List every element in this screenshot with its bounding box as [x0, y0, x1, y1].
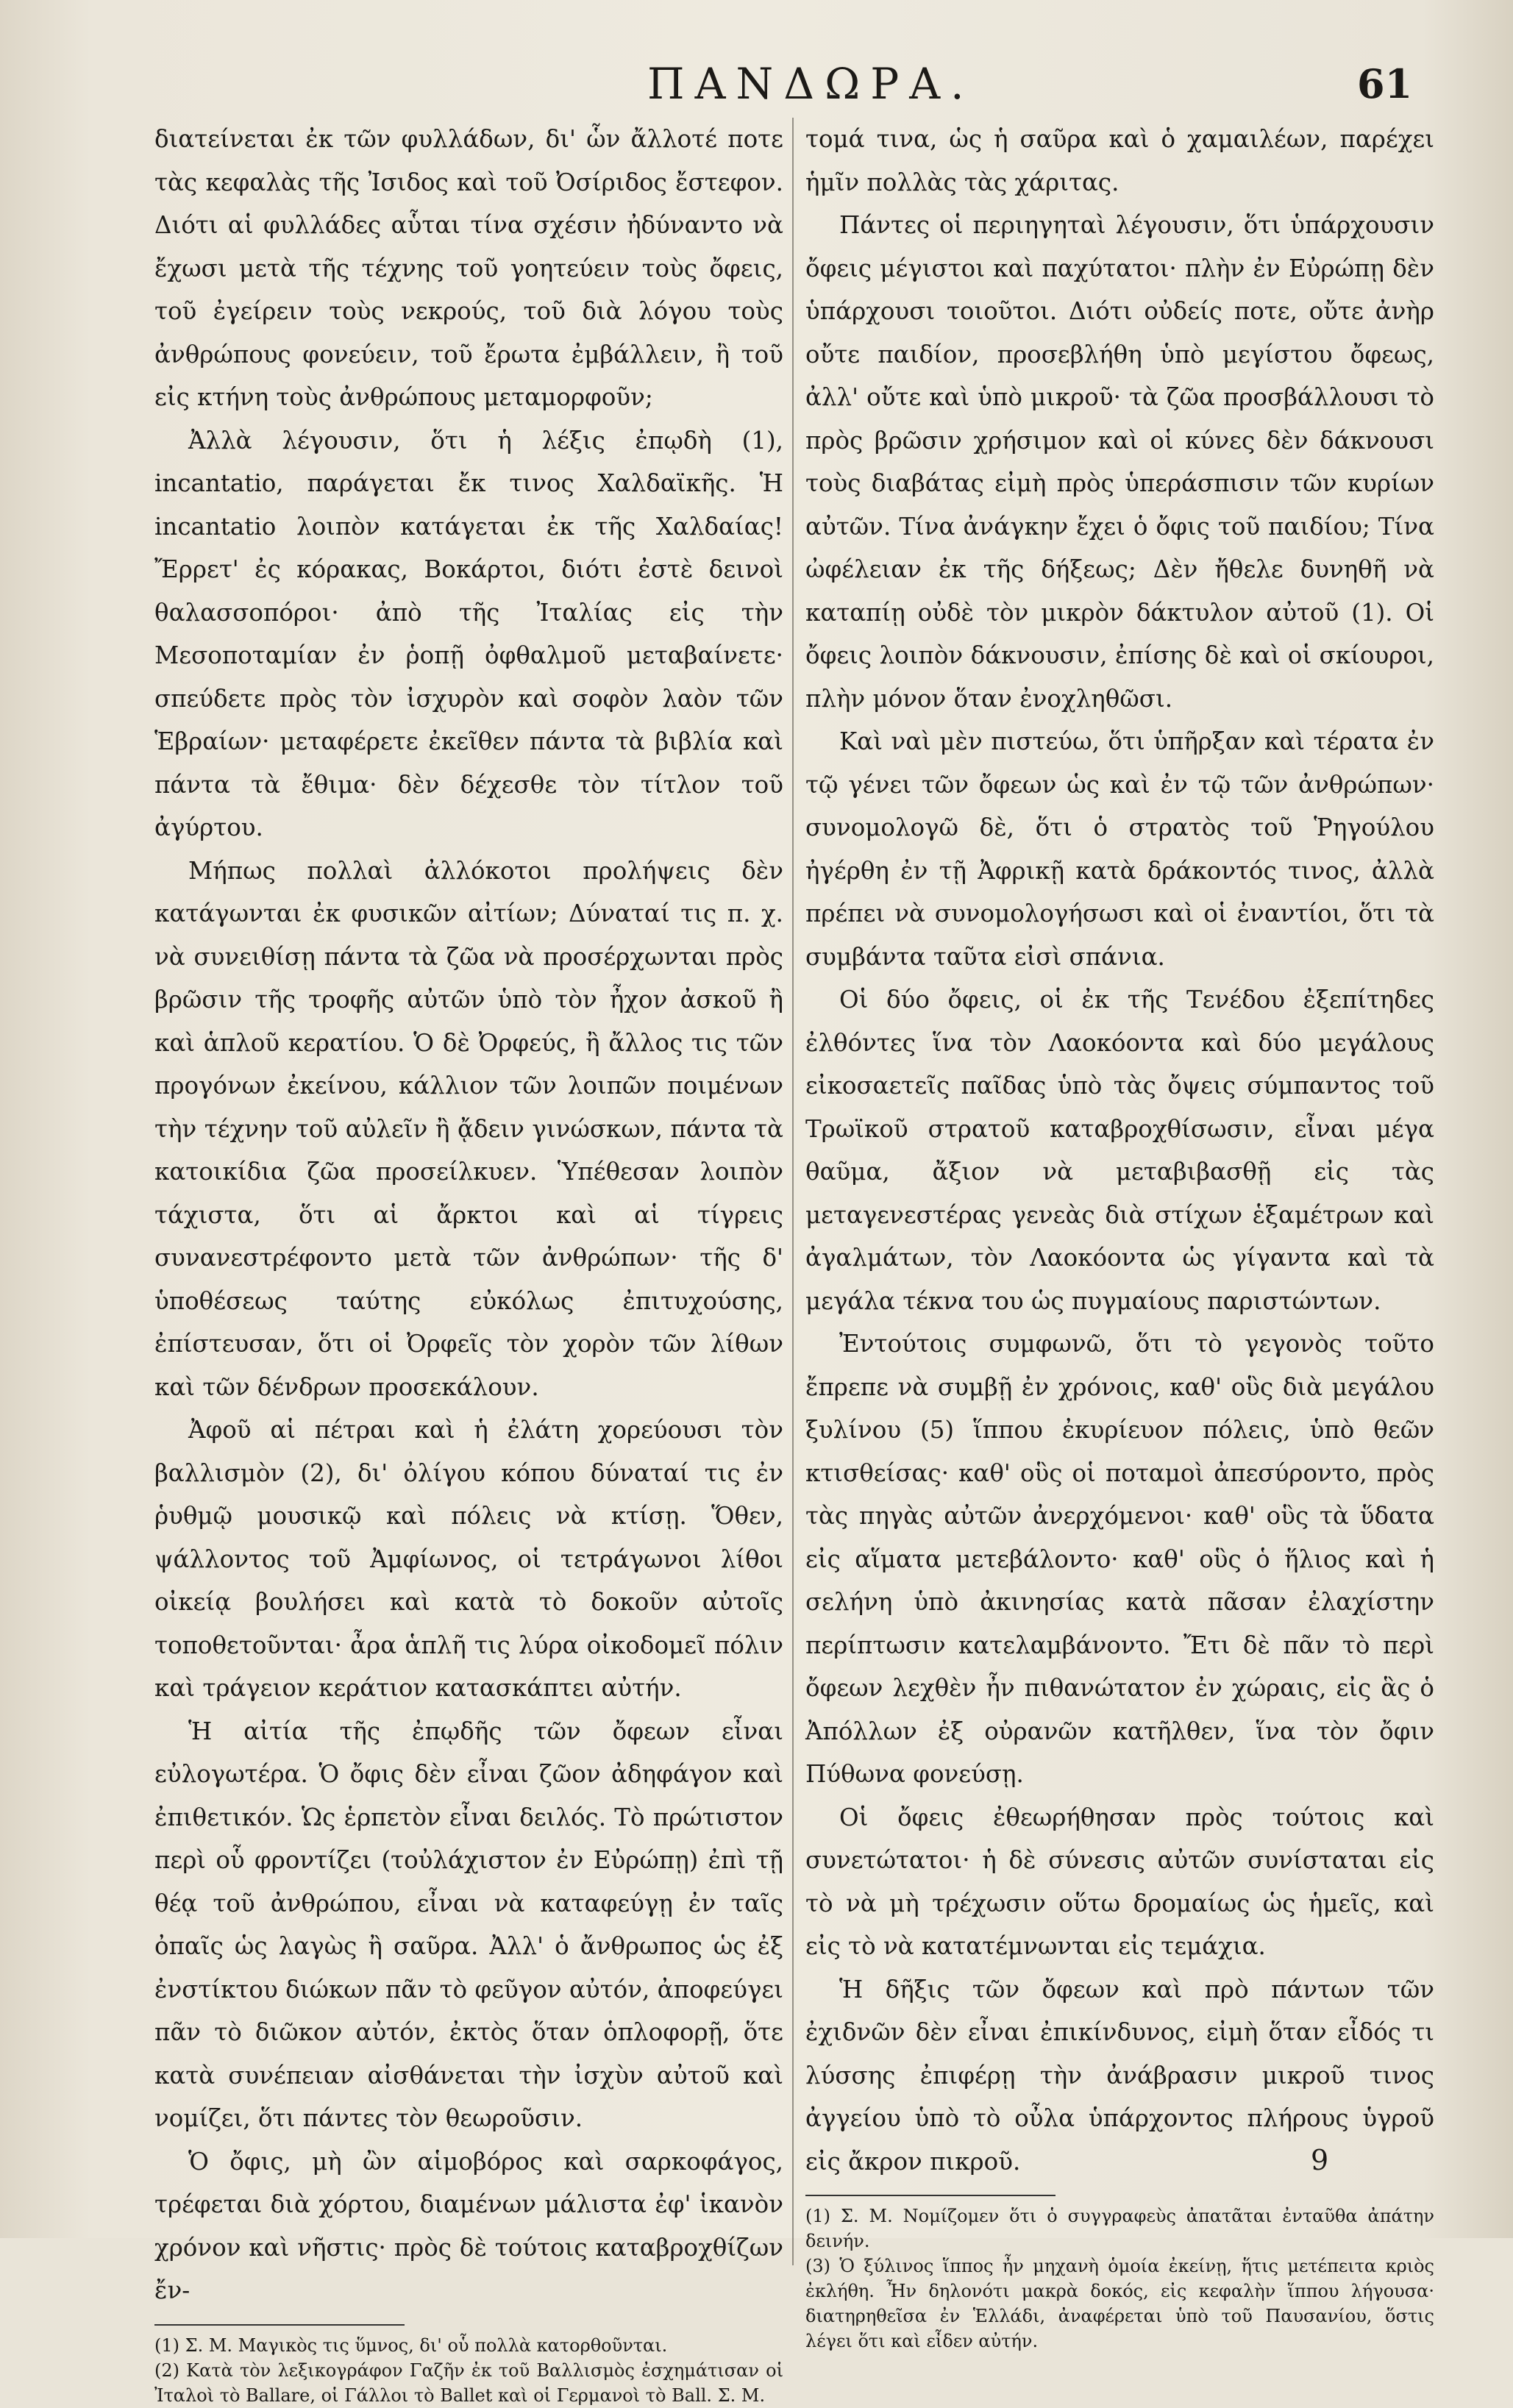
running-header: [0, 51, 1513, 110]
signature-mark: 9: [1311, 2144, 1329, 2176]
paragraph: Πάντες οἱ περιηγηταὶ λέγουσιν, ὅτι ὑπάρχουσιν ὄφεις μέγιστοι καὶ παχύτατοι· πλὴν ἐν Εὐρώπῃ δὲν ὑπάρχουσι τοιοῦτοι. Διότι οὐδείς ποτε, οὔτε ἀνὴρ οὔτε παιδίον, προσεβλήθη ὑπὸ μεγίστου ὄφεως, ἀλλ' οὔτε καὶ ὑπὸ μικροῦ· τὰ ζῶα προσβάλλουσι τὸ πρὸς βρῶσιν χρήσιμον καὶ οἱ κύνες δὲν δάκνουσι τοὺς διαβάτας εἰμὴ πρὸς ὑπεράσπισιν τῶν κυρίων αὐτῶν. Τίνα ἀνάγκην ἔχει ὁ ὄφις τοῦ παιδίου; Τίνα ὠφέλειαν ἐκ τῆς δήξεως; Δὲν ἤθελε δυνηθῆ νὰ καταπίῃ οὐδὲ τὸν μικρὸν δάκτυλον αὐτοῦ (1). Οἱ ὄφεις λοιπὸν δάκνουσιν, ἐπίσης δὲ καὶ οἱ σκίουροι, πλὴν μόνον ὅταν ἐνοχληθῶσι.: [805, 211, 1434, 713]
footnote: (2) Κατὰ τὸν λεξικογράφον Γαζῆν ἐκ τοῦ Βαλλισμὸς ἐσχημάτισαν οἱ Ἰταλοὶ τὸ Ballare, οἱ Γάλλοι τὸ Ballet καὶ οἱ Γερμανοὶ τὸ Ball. Σ. Μ.: [154, 2359, 783, 2406]
paragraph: Καὶ ναὶ μὲν πιστεύω, ὅτι ὑπῆρξαν καὶ τέρατα ἐν τῷ γένει τῶν ὄφεων ὡς καὶ ἐν τῷ τῶν ἀνθρώπων· συνομολογῶ δὲ, ὅτι ὁ στρατὸς τοῦ Ῥηγούλου ἠγέρθη ἐν τῇ Ἀφρικῇ κατὰ δράκοντός τινος, ἀλλὰ πρέπει νὰ συνομολογήσωσι καὶ οἱ ἐναντίοι, ὅτι τὰ συμβάντα ταῦτα εἰσὶ σπάνια.: [805, 727, 1434, 971]
footnote-rule: [805, 2195, 1055, 2196]
footnote: (1) Σ. Μ. Μαγικὸς τις ὕμνος, δι' οὗ πολλὰ κατορθοῦνται.: [154, 2334, 668, 2356]
paragraph: Ἀλλὰ λέγουσιν, ὅτι ἡ λέξις ἐπῳδὴ (1), incantatio, παράγεται ἔκ τινος Χαλδαϊκῆς. Ἡ incantatio λοιπὸν κατάγεται ἐκ τῆς Χαλδαίας! Ἔρρετ' ἐς κόρακας, Βοκάρτοι, διότι ἐστὲ δεινοὶ θαλασσοπόροι· ἀπὸ τῆς Ἰταλίας εἰς τὴν Μεσοποταμίαν ἐν ῥοπῇ ὀφθαλμοῦ μεταβαίνετε· σπεύδετε πρὸς τὸν ἰσχυρὸν καὶ σοφὸν λαὸν τῶν Ἑβραίων· μεταφέρετε ἐκεῖθεν πάντα τὰ βιβλία καὶ πάντα τὰ ἔθιμα· δὲν δέχεσθε τὸν τίτλον τοῦ ἀγύρτου.: [154, 426, 783, 841]
paragraph: Ἐντούτοις συμφωνῶ, ὅτι τὸ γεγονὸς τοῦτο ἔπρεπε νὰ συμβῇ ἐν χρόνοις, καθ' οὓς διὰ μεγάλου ξυλίνου (5) ἵππου ἐκυρίευον πόλεις, ὑπὸ θεῶν κτισθείσας· καθ' οὓς οἱ ποταμοὶ ἀπεσύροντο, πρὸς τὰς πηγὰς αὐτῶν ἀνερχόμενοι· καθ' οὓς τὰ ὕδατα εἰς αἵματα μετεβάλοντο· καθ' οὓς ὁ ἥλιος καὶ ἡ σελήνη ὑπὸ ἀκινησίας κατὰ πᾶσαν ἐλαχίστην περίπτωσιν κατελαμβάνοντο. Ἔτι δὲ πᾶν τὸ περὶ ὄφεων λεχθὲν ἦν πιθανώτατον ἐν χώραις, εἰς ἃς ὁ Ἀπόλλων ἐξ οὐρανῶν κατῆλθεν, ἵνα τὸν ὄφιν Πύθωνα φονεύσῃ.: [805, 1330, 1434, 1788]
paragraph: Οἱ ὄφεις ἐθεωρήθησαν πρὸς τούτοις καὶ συνετώτατοι· ἡ δὲ σύνεσις αὐτῶν συνίσταται εἰς τὸ νὰ μὴ τρέχωσιν οὕτω δρομαίως ὡς ἡμεῖς, καὶ εἰς τὸ νὰ κατατέμνωνται εἰς τεμάχια.: [805, 1803, 1434, 1960]
column-divider: [792, 118, 794, 2265]
paragraph: Ἡ δῆξις τῶν ὄφεων καὶ πρὸ πάντων τῶν ἐχιδνῶν δὲν εἶναι ἐπικίνδυνος, εἰμὴ ὅταν εἶδός τι λύσσης ἐπιφέρῃ τὴν ἀνάβρασιν μικροῦ τινος ἀγγείου ὑπὸ τὸ οὖλα ὑπάρχοντος πλήρους ὑγροῦ εἰς ἄκρον πικροῦ.: [805, 1975, 1434, 2176]
paragraph: διατείνεται ἐκ τῶν φυλλάδων, δι' ὧν ἄλλοτέ ποτε τὰς κεφαλὰς τῆς Ἰσιδος καὶ τοῦ Ὀσίριδος ἔστεφον. Διότι αἱ φυλλάδες αὗται τίνα σχέσιν ἠδύναντο νὰ ἔχωσι μετὰ τῆς τέχνης τοῦ γοητεύειν τοὺς ὄφεις, τοῦ ἐγείρειν τοὺς νεκρούς, τοῦ διὰ λόγου τοὺς ἀνθρώπους φονεύειν, τοῦ ἔρωτα ἐμβάλλειν, ἢ τοῦ εἰς κτήνη τοὺς ἀνθρώπους μεταμορφοῦν;: [154, 125, 783, 411]
journal-title: ΠΑΝΔΩΡΑ.: [647, 59, 975, 109]
paragraph: Μήπως πολλαὶ ἀλλόκοτοι προλήψεις δὲν κατάγωνται ἐκ φυσικῶν αἰτίων; Δύναταί τις π. χ. νὰ συνειθίσῃ πάντα τὰ ζῶα νὰ προσέρχωνται πρὸς βρῶσιν τῆς τροφῆς αὐτῶν ὑπὸ τὸν ἦχον ἀσκοῦ ἢ καὶ ἁπλοῦ κερατίου. Ὁ δὲ Ὀρφεύς, ἢ ἄλλος τις τῶν προγόνων ἐκείνου, κάλλιον τῶν λοιπῶν ποιμένων τὴν τέχνην τοῦ αὐλεῖν ἢ ᾄδειν γινώσκων, πάντα τὰ κατοικίδια ζῶα προσείλκυεν. Ὑπέθεσαν λοιπὸν τάχιστα, ὅτι αἱ ἄρκτοι καὶ αἱ τίγρεις συνανεστρέφοντο μετὰ τῶν ἀνθρώπων· τῆς δ' ὑποθέσεως ταύτης εὐκόλως ἐπιτυχούσης, ἐπίστευσαν, ὅτι οἱ Ὀρφεῖς τὸν χορὸν τῶν λίθων καὶ τῶν δένδρων προσεκάλουν.: [154, 856, 783, 1401]
page-number: 61: [1357, 60, 1413, 107]
paragraph: Ὁ ὄφις, μὴ ὢν αἱμοβόρος καὶ σαρκοφάγος, τρέφεται διὰ χόρτου, διαμένων μάλιστα ἐφ' ἱκανὸν χρόνον καὶ νῆστις· πρὸς δὲ τούτοις καταβροχθίζων ἔν-: [154, 2147, 783, 2304]
paragraph: τομά τινα, ὡς ἡ σαῦρα καὶ ὁ χαμαιλέων, παρέχει ἡμῖν πολλὰς τὰς χάριτας.: [805, 125, 1434, 196]
right-column: [805, 118, 1434, 2354]
footnote-rule: [154, 2324, 405, 2326]
footnote: (3) Ὁ ξύλινος ἵππος ἦν μηχανὴ ὁμοία ἐκείνῃ, ἥτις μετέπειτα κριὸς ἐκλήθη. Ἦν δηλονότι μακρὰ δοκός, εἰς κεφαλὴν ἵππου λήγουσα· διατηρηθεῖσα ἐν Ἑλλάδι, ἀναφέρεται ὑπὸ τοῦ Παυσανίου, ὅστις λέγει ὅτι καὶ εἶδεν αὐτήν.: [805, 2256, 1434, 2351]
paragraph: Οἱ δύο ὄφεις, οἱ ἐκ τῆς Τενέδου ἐξεπίτηδες ἐλθόντες ἵνα τὸν Λαοκόοντα καὶ δύο μεγάλους εἰκοσαετεῖς παῖδας ὑπὸ τὰς ὄψεις σύμπαντος τοῦ Τρωϊκοῦ στρατοῦ καταβροχθίσωσιν, εἶναι μέγα θαῦμα, ἄξιον νὰ μεταβιβασθῇ εἰς τὰς μεταγενεστέρας γενεὰς διὰ στίχων ἑξαμέτρων καὶ ἀγαλμάτων, τὸν Λαοκόοντα ὡς γίγαντα καὶ τὰ μεγάλα τέκνα του ὡς πυγμαίους παριστώντων.: [805, 986, 1434, 1315]
footnote: (1) Σ. Μ. Νομίζομεν ὅτι ὁ συγγραφεὺς ἀπατᾶται ἐνταῦθα ἀπάτην δεινήν.: [805, 2206, 1434, 2251]
left-column: [154, 118, 783, 2408]
paragraph: Ἡ αἰτία τῆς ἐπῳδῆς τῶν ὄφεων εἶναι εὐλογωτέρα. Ὁ ὄφις δὲν εἶναι ζῶον ἀδηφάγον καὶ ἐπιθετικόν. Ὡς ἑρπετὸν εἶναι δειλός. Τὸ πρώτιστον περὶ οὗ φροντίζει (τοὐλάχιστον ἐν Εὐρώπῃ) ἐπὶ τῇ θέᾳ τοῦ ἀνθρώπου, εἶναι νὰ καταφεύγῃ ἐν ταῖς ὀπαῖς ὡς λαγὼς ἢ σαῦρα. Ἀλλ' ὁ ἄνθρωπος ὡς ἐξ ἐνστίκτου διώκων πᾶν τὸ φεῦγον αὐτόν, ἀποφεύγει πᾶν τὸ διῶκον αὐτόν, ἐκτὸς ὅταν ὁπλοφορῇ, ὅτε κατὰ συνέπειαν αἰσθάνεται τὴν ἰσχὺν αὐτοῦ καὶ νομίζει, ὅτι πάντες τὸν θεωροῦσιν.: [154, 1717, 783, 2132]
paragraph: Ἀφοῦ αἱ πέτραι καὶ ἡ ἐλάτη χορεύουσι τὸν βαλλισμὸν (2), δι' ὀλίγου κόπου δύναταί τις ἐν ῥυθμῷ μουσικῷ καὶ πόλεις νὰ κτίσῃ. Ὅθεν, ψάλλοντος τοῦ Ἀμφίωνος, οἱ τετράγωνοι λίθοι οἰκείᾳ βουλήσει καὶ κατὰ τὸ δοκοῦν αὐτοῖς τοποθετοῦνται· ἆρα ἁπλῆ τις λύρα οἰκοδομεῖ πόλιν καὶ τράγειον κεράτιον κατασκάπτει αὐτήν.: [154, 1416, 783, 1702]
